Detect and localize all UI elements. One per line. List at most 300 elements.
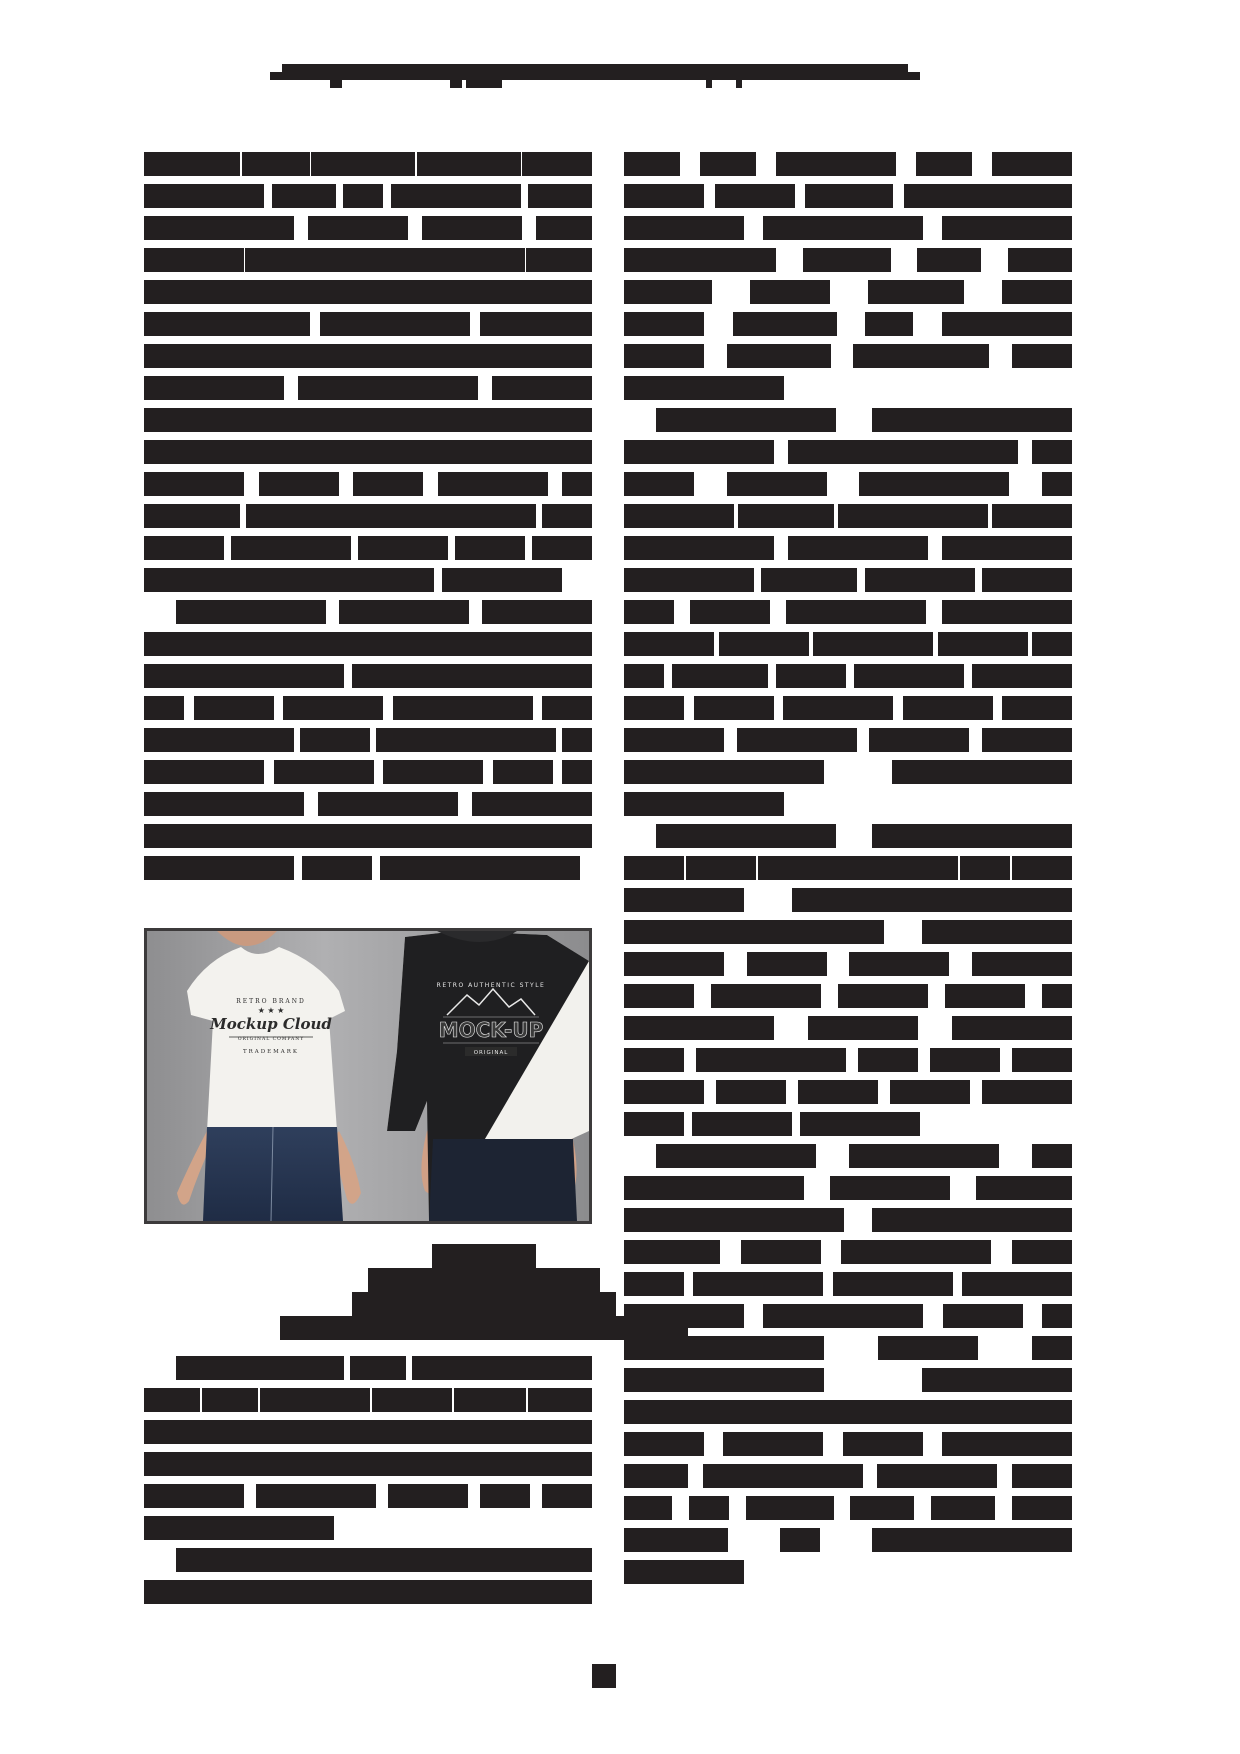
redacted-word (943, 1304, 1023, 1328)
redacted-word (624, 216, 744, 240)
redacted-word (1012, 1048, 1072, 1072)
redacted-word (482, 600, 592, 624)
redacted-word (656, 408, 836, 432)
redacted-word (495, 1420, 592, 1444)
redacted-word (711, 984, 821, 1008)
redacted-word (833, 1272, 953, 1296)
redacted-word (1002, 696, 1072, 720)
redacted-word (1042, 1304, 1072, 1328)
redacted-word (144, 1452, 263, 1476)
redacted-word (624, 1432, 704, 1456)
redacted-word (624, 1016, 774, 1040)
redacted-word (672, 664, 768, 688)
redacted-word (803, 248, 891, 272)
redacted-word (263, 1452, 343, 1476)
text-line-redacted (624, 504, 1072, 528)
redacted-word (872, 824, 1072, 848)
redacted-word (562, 728, 592, 752)
redacted-word (624, 728, 724, 752)
redacted-word (144, 632, 208, 656)
redacted-word (492, 376, 592, 400)
redacted-word (746, 1496, 834, 1520)
redacted-word (761, 568, 857, 592)
svg-text:TRADEMARK: TRADEMARK (242, 1049, 300, 1055)
redacted-word (878, 1336, 978, 1360)
redacted-word (144, 440, 264, 464)
redacted-word (374, 280, 470, 304)
text-line-redacted (624, 792, 1072, 816)
redacted-word (960, 856, 1010, 880)
svg-text:MOCK-UP: MOCK-UP (438, 1018, 544, 1042)
redacted-word (624, 1528, 728, 1552)
redacted-word (194, 696, 274, 720)
caption-line-redacted (432, 1244, 536, 1268)
redacted-word (562, 760, 592, 784)
redacted-word (850, 1496, 914, 1520)
redacted-word (368, 1420, 446, 1444)
redacted-word (780, 1528, 820, 1552)
text-line-redacted (144, 856, 592, 880)
text-line-redacted (176, 600, 592, 624)
redacted-word (690, 600, 770, 624)
redacted-word (372, 1388, 452, 1412)
text-line-redacted (624, 1560, 1072, 1584)
redacted-word (418, 632, 555, 656)
redacted-word (962, 1272, 1072, 1296)
text-line-redacted (144, 248, 592, 272)
text-line-redacted (624, 1304, 1072, 1328)
redacted-word (1008, 248, 1072, 272)
redacted-word (176, 600, 326, 624)
header-descender (330, 80, 342, 88)
redacted-word (853, 344, 989, 368)
redacted-word (733, 312, 837, 336)
redacted-word (792, 888, 1072, 912)
text-line-redacted (144, 376, 592, 400)
header-descender (706, 80, 712, 88)
redacted-word (144, 376, 284, 400)
redacted-word (624, 1240, 720, 1264)
redacted-word (624, 376, 784, 400)
text-line-redacted (624, 1176, 1072, 1200)
tshirt-photo (147, 931, 589, 1221)
redacted-word (259, 472, 339, 496)
text-line-redacted (624, 1048, 1072, 1072)
text-line-redacted (144, 280, 592, 304)
redacted-word (144, 760, 264, 784)
text-line-redacted (624, 888, 1072, 912)
redacted-word (917, 248, 981, 272)
redacted-word (624, 984, 694, 1008)
redacted-word (938, 632, 1028, 656)
redacted-word (350, 1356, 406, 1380)
tshirt-mockup-figure (144, 928, 592, 1224)
redacted-word (144, 1516, 334, 1540)
redacted-word (624, 920, 884, 944)
redacted-word (393, 696, 533, 720)
redacted-word (144, 696, 184, 720)
redacted-word (723, 1432, 823, 1456)
text-line-redacted (176, 1548, 592, 1572)
svg-text:Mockup Cloud: Mockup Cloud (210, 1015, 332, 1033)
text-line-redacted (624, 1208, 1072, 1232)
redacted-word (388, 1484, 468, 1508)
text-line-redacted (144, 1452, 592, 1476)
redacted-word (877, 1464, 997, 1488)
redacted-word (624, 536, 774, 560)
text-line-redacted (624, 760, 1072, 784)
redacted-word (727, 472, 827, 496)
redacted-word (144, 856, 294, 880)
redacted-word (442, 568, 562, 592)
text-line-redacted (624, 568, 1072, 592)
redacted-word (144, 1388, 200, 1412)
redacted-word (715, 184, 795, 208)
redacted-word (246, 504, 536, 528)
redacted-word (972, 664, 1072, 688)
redacted-word (843, 1432, 923, 1456)
redacted-word (703, 1464, 863, 1488)
redacted-word (260, 1388, 370, 1412)
redacted-word (144, 536, 224, 560)
redacted-word (311, 152, 415, 176)
redacted-word (716, 1080, 786, 1104)
text-line-redacted (624, 536, 1072, 560)
redacted-word (1012, 1464, 1072, 1488)
redacted-word (693, 1272, 823, 1296)
redacted-word (624, 664, 664, 688)
redacted-word (144, 344, 303, 368)
text-line-redacted (144, 1580, 592, 1604)
redacted-word (656, 824, 836, 848)
text-line-redacted (144, 664, 592, 688)
redacted-word (624, 1208, 844, 1232)
redacted-word (972, 952, 1072, 976)
redacted-word (942, 216, 1072, 240)
redacted-word (624, 1272, 684, 1296)
redacted-word (352, 664, 592, 688)
redacted-word (272, 184, 336, 208)
redacted-word (849, 1144, 999, 1168)
redacted-word (417, 152, 521, 176)
redacted-word (542, 504, 592, 528)
redacted-word (624, 1464, 688, 1488)
redacted-word (353, 472, 423, 496)
redacted-word (892, 760, 1072, 784)
redacted-word (976, 1176, 1072, 1200)
text-line-redacted (624, 184, 1072, 208)
text-line-redacted (624, 1080, 1072, 1104)
text-line-redacted (144, 760, 592, 784)
redacted-word (942, 600, 1072, 624)
redacted-word (532, 536, 592, 560)
svg-text:ORIGINAL: ORIGINAL (473, 1050, 509, 1056)
redacted-word (686, 856, 756, 880)
text-line-redacted (144, 312, 592, 336)
text-line-redacted (624, 216, 1072, 240)
redacted-word (763, 216, 923, 240)
redacted-word (555, 632, 592, 656)
redacted-word (472, 792, 592, 816)
redacted-word (747, 952, 827, 976)
redacted-word (358, 536, 448, 560)
redacted-word (320, 312, 470, 336)
redacted-word (298, 376, 478, 400)
text-line-redacted (144, 184, 592, 208)
caption-line-redacted (352, 1292, 616, 1316)
redacted-word (144, 504, 240, 528)
redacted-word (438, 472, 548, 496)
redacted-word (865, 312, 913, 336)
redacted-word (624, 1112, 684, 1136)
redacted-word (264, 440, 460, 464)
text-line-redacted (144, 568, 592, 592)
redacted-word (405, 248, 525, 272)
running-header (270, 64, 920, 80)
redacted-word (242, 152, 310, 176)
redacted-word (786, 600, 926, 624)
redacted-word (144, 1580, 592, 1604)
text-line-redacted (624, 280, 1072, 304)
redacted-word (455, 536, 525, 560)
redacted-word (854, 664, 964, 688)
redacted-word (624, 1336, 824, 1360)
redacted-word (624, 568, 754, 592)
redacted-word (302, 856, 372, 880)
text-line-redacted (144, 1420, 592, 1444)
text-line-redacted (144, 344, 592, 368)
redacted-word (391, 184, 521, 208)
redacted-word (318, 792, 458, 816)
text-line-redacted (144, 152, 592, 176)
redacted-word (231, 536, 351, 560)
redacted-word (343, 184, 383, 208)
text-line-redacted (624, 1496, 1072, 1520)
text-line-redacted (624, 312, 1072, 336)
svg-text:RETRO BRAND: RETRO BRAND (236, 998, 306, 1005)
redacted-word (624, 792, 784, 816)
redacted-word (463, 1548, 592, 1572)
redacted-word (741, 1240, 821, 1264)
redacted-word (865, 568, 975, 592)
redacted-word (446, 1420, 495, 1444)
text-line-redacted (624, 856, 1072, 880)
redacted-word (942, 1432, 1072, 1456)
caption-line-redacted (368, 1268, 600, 1292)
redacted-word (916, 152, 972, 176)
page-number (592, 1664, 616, 1688)
redacted-word (624, 1400, 1072, 1424)
redacted-word (930, 1048, 1000, 1072)
text-line-redacted (624, 1272, 1072, 1296)
redacted-word (380, 856, 580, 880)
redacted-word (689, 1496, 729, 1520)
text-line-redacted (144, 728, 592, 752)
redacted-word (1012, 856, 1072, 880)
redacted-word (624, 632, 714, 656)
text-line-redacted (144, 216, 592, 240)
redacted-word (176, 1356, 344, 1380)
redacted-word (945, 984, 1025, 1008)
redacted-word (522, 152, 592, 176)
text-line-redacted (624, 1240, 1072, 1264)
text-line-redacted (144, 536, 592, 560)
redacted-word (890, 1080, 970, 1104)
redacted-word (624, 856, 684, 880)
redacted-word (694, 696, 774, 720)
redacted-word (624, 760, 824, 784)
redacted-word (838, 504, 988, 528)
redacted-word (872, 1208, 1072, 1232)
redacted-word (1012, 1240, 1072, 1264)
redacted-word (412, 1356, 592, 1380)
redacted-word (798, 1080, 878, 1104)
redacted-word (176, 1548, 285, 1572)
redacted-word (300, 728, 370, 752)
redacted-word (1032, 632, 1072, 656)
text-line-redacted (624, 1400, 1072, 1424)
redacted-word (750, 280, 830, 304)
redacted-word (624, 280, 712, 304)
text-line-redacted (144, 1516, 592, 1540)
redacted-word (624, 312, 704, 336)
redacted-word (624, 344, 704, 368)
redacted-word (992, 504, 1072, 528)
redacted-word (202, 1388, 258, 1412)
redacted-word (738, 504, 834, 528)
text-line-redacted (624, 344, 1072, 368)
text-line-redacted (144, 408, 592, 432)
text-line-redacted (624, 952, 1072, 976)
redacted-word (992, 152, 1072, 176)
text-line-redacted (624, 1464, 1072, 1488)
redacted-word (849, 952, 949, 976)
redacted-word (562, 472, 592, 496)
text-line-redacted (144, 1388, 592, 1412)
svg-text:RETRO AUTHENTIC STYLE: RETRO AUTHENTIC STYLE (436, 982, 546, 989)
redacted-word (343, 1452, 443, 1476)
redacted-word (1032, 440, 1072, 464)
redacted-word (144, 408, 334, 432)
text-line-redacted (624, 248, 1072, 272)
redacted-word (144, 824, 592, 848)
redacted-word (982, 568, 1072, 592)
redacted-word (624, 1560, 744, 1584)
redacted-word (841, 1240, 991, 1264)
redacted-word (872, 408, 1072, 432)
redacted-word (624, 1176, 804, 1200)
redacted-word (696, 1048, 846, 1072)
redacted-word (383, 760, 483, 784)
redacted-word (869, 728, 969, 752)
redacted-word (480, 312, 592, 336)
text-line-redacted (144, 504, 592, 528)
text-line-redacted (624, 1336, 1072, 1360)
redacted-word (443, 1452, 592, 1476)
redacted-word (624, 696, 684, 720)
redacted-word (376, 728, 556, 752)
redacted-word (274, 760, 374, 784)
redacted-word (528, 1388, 592, 1412)
redacted-word (208, 632, 281, 656)
text-line-redacted (656, 824, 1072, 848)
redacted-word (1012, 1496, 1072, 1520)
redacted-word (788, 440, 1018, 464)
redacted-word (528, 184, 592, 208)
redacted-word (1012, 344, 1072, 368)
svg-text:ORIGINAL COMPANY: ORIGINAL COMPANY (237, 1037, 305, 1042)
text-line-redacted (624, 632, 1072, 656)
redacted-word (942, 536, 1072, 560)
redacted-word (1032, 1336, 1072, 1360)
redacted-word (904, 184, 1072, 208)
text-line-redacted (144, 696, 592, 720)
text-line-redacted (144, 824, 592, 848)
redacted-word (281, 632, 418, 656)
redacted-word (719, 632, 809, 656)
redacted-word (1002, 280, 1072, 304)
redacted-word (952, 1016, 1072, 1040)
redacted-word (624, 1496, 672, 1520)
header-descender (736, 80, 742, 88)
redacted-word (144, 568, 434, 592)
redacted-word (868, 280, 964, 304)
redacted-word (776, 152, 896, 176)
redacted-word (805, 184, 893, 208)
redacted-word (303, 344, 359, 368)
redacted-word (144, 1420, 241, 1444)
redacted-word (144, 280, 374, 304)
redacted-word (542, 1484, 592, 1508)
text-line-redacted (624, 664, 1072, 688)
redacted-word (359, 344, 480, 368)
text-line-redacted (624, 440, 1072, 464)
redacted-word (758, 856, 958, 880)
redacted-word (982, 1080, 1072, 1104)
redacted-word (858, 1048, 918, 1072)
text-line-redacted (624, 472, 1072, 496)
redacted-word (480, 1484, 530, 1508)
redacted-word (144, 152, 240, 176)
redacted-word (763, 1304, 923, 1328)
redacted-word (526, 248, 592, 272)
redacted-word (144, 216, 294, 240)
text-line-redacted (624, 600, 1072, 624)
redacted-word (422, 216, 522, 240)
redacted-word (144, 1484, 244, 1508)
redacted-word (1042, 472, 1072, 496)
redacted-word (922, 920, 1072, 944)
header-descender (466, 80, 502, 88)
text-line-redacted (144, 792, 592, 816)
redacted-word (656, 1144, 816, 1168)
redacted-word (624, 1080, 704, 1104)
redacted-word (692, 1112, 792, 1136)
text-line-redacted (624, 696, 1072, 720)
redacted-word (624, 248, 776, 272)
redacted-word (813, 632, 933, 656)
redacted-word (454, 1388, 526, 1412)
text-line-redacted (144, 440, 592, 464)
redacted-word (144, 472, 244, 496)
redacted-word (783, 696, 893, 720)
header-descender (450, 80, 462, 88)
redacted-word (283, 696, 383, 720)
redacted-word (931, 1496, 995, 1520)
text-line-redacted (624, 152, 1072, 176)
redacted-word (700, 152, 756, 176)
redacted-word (144, 312, 310, 336)
